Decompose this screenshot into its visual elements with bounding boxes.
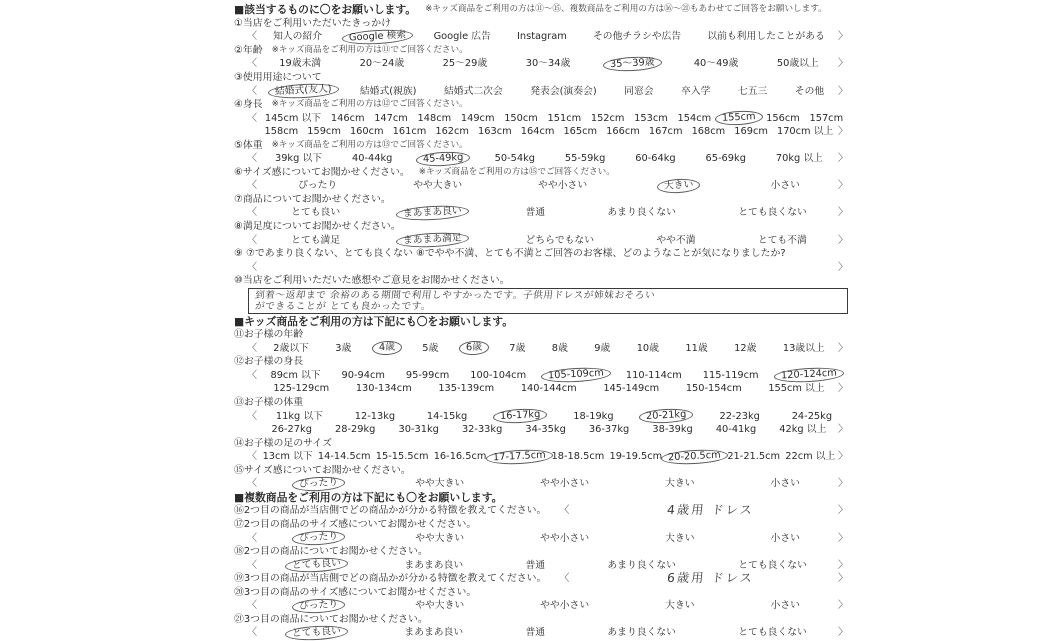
option-items	[260, 478, 838, 489]
option-items	[260, 600, 838, 611]
option: 164cm	[520, 126, 555, 138]
option: 151cm	[547, 112, 582, 124]
question-with-answer	[234, 504, 848, 518]
option: 9歳	[594, 342, 611, 354]
option: 154cm	[677, 112, 712, 124]
option: 知人の紹介	[273, 31, 323, 43]
option-row	[234, 382, 848, 396]
selected-option: 35〜39歳	[609, 56, 655, 71]
option: 結婚式(親族)	[359, 85, 417, 97]
section-title: ■該当するものに〇をお願いします。	[234, 3, 417, 17]
option: 60-64kg	[635, 153, 676, 165]
question-label	[234, 396, 848, 410]
option: 95-99cm	[405, 369, 450, 381]
close-bracket: 〉	[838, 342, 848, 354]
selected-option: まあまあ良い	[403, 205, 463, 220]
option: 161cm	[392, 126, 427, 138]
option: やや小さい	[540, 478, 590, 490]
question-text: ⑩当店をご利用いただいた感想やご意見をお聞かせください。	[234, 275, 510, 287]
option: 135-139cm	[438, 383, 495, 395]
option: 28-29kg	[335, 424, 376, 436]
option: 発表会(演奏会)	[530, 85, 597, 97]
option: 158cm	[264, 126, 299, 138]
option: 39kg 以下	[274, 153, 323, 165]
question-label	[234, 98, 848, 112]
open-bracket: 〈	[559, 505, 570, 517]
option: 160cm	[349, 126, 384, 138]
option: 159cm	[307, 126, 341, 138]
option: 5歳	[422, 342, 439, 354]
option: 146cm	[330, 112, 365, 124]
option: あまり良くない	[607, 559, 676, 571]
option-row	[234, 179, 848, 193]
option-row	[234, 233, 848, 247]
open-bracket: 〈	[247, 234, 257, 246]
open-bracket: 〈	[559, 573, 570, 585]
option: 50-54kg	[494, 153, 535, 165]
comment-box	[248, 288, 848, 314]
option: 165cm	[563, 126, 598, 138]
handwritten-comment-line: 到着〜返却まで 余裕のある期間で利用しやすかったです。子供用ドレスが姉妹おそろい	[254, 289, 656, 301]
open-bracket: 〈	[247, 207, 257, 219]
circle-annotation	[657, 178, 701, 194]
option-items	[260, 367, 848, 382]
option: 150cm	[504, 112, 538, 124]
close-bracket: 〉	[838, 383, 848, 395]
option-items	[260, 627, 838, 638]
option: 11kg 以下	[275, 410, 323, 422]
question-label	[234, 247, 848, 261]
option: 36-37kg	[588, 424, 630, 436]
option-row	[234, 450, 848, 464]
close-bracket: 〉	[838, 85, 848, 97]
option-row	[234, 342, 848, 356]
option: 89cm 以下	[270, 369, 321, 381]
option: 130-134cm	[355, 383, 412, 395]
option: とても良くない	[738, 559, 807, 571]
option: まあまあ良い	[404, 627, 464, 639]
selected-option: 105-109cm	[547, 367, 605, 382]
option: 13歳以上	[782, 342, 825, 354]
selected-option: まあまあ満足	[403, 232, 463, 247]
option: 147cm	[374, 112, 408, 124]
selected-option: 4歳	[378, 341, 396, 354]
option: 167cm	[648, 126, 683, 138]
option-items	[260, 343, 838, 354]
comment-box-row	[234, 287, 848, 314]
option-row	[234, 152, 848, 166]
question-label	[234, 44, 848, 58]
option-items	[260, 424, 838, 435]
option: 13cm 以下	[262, 451, 313, 463]
option: 18-19kg	[573, 410, 614, 422]
option: 3歳	[335, 342, 352, 354]
option: 8歳	[551, 342, 568, 354]
selected-option: 45-49kg	[423, 151, 464, 165]
option: 40-44kg	[351, 153, 393, 165]
section-title: ■キッズ商品をご利用の方は下記にも〇をお願いします。	[234, 314, 514, 328]
option: 小さい	[770, 600, 800, 612]
close-bracket: 〉	[838, 261, 848, 273]
question-text: ⑥サイズ感についてお聞かせください。	[234, 166, 410, 178]
option: Instagram	[517, 31, 567, 43]
option: 22cm 以上	[785, 451, 836, 463]
question-label	[234, 436, 848, 450]
question-note: ※キッズ商品をご利用の方は⑮でご回答ください。	[418, 166, 615, 177]
option: 11歳	[685, 342, 708, 354]
option: 162cm	[435, 126, 469, 138]
question-text: ⑭お子様の足のサイズ	[234, 437, 332, 449]
question-text: ⑧満足度についてお聞かせください。	[234, 221, 401, 233]
option: 同窓会	[624, 85, 654, 97]
option: 10歳	[636, 342, 659, 354]
option: その他	[794, 85, 825, 97]
option: その他チラシや広告	[592, 31, 682, 43]
option: 155cm 以上	[768, 383, 825, 395]
open-bracket: 〈	[247, 342, 257, 354]
option: 小さい	[770, 478, 800, 490]
selected-option: 結婚式(友人)	[274, 83, 332, 98]
question-text: ①当店をご利用いただいたきっかけ	[234, 17, 391, 29]
option-items	[260, 153, 838, 164]
option: 小さい	[770, 180, 800, 192]
option-items	[260, 83, 838, 98]
option: 30-31kg	[398, 424, 439, 436]
option: とても満足	[291, 234, 341, 246]
option-row	[234, 531, 848, 545]
option: 34-35kg	[525, 424, 566, 436]
section-header	[234, 491, 848, 505]
option: 20〜24歳	[359, 58, 405, 70]
option: やや小さい	[540, 600, 590, 612]
option: 以前も利用したことがある	[707, 31, 825, 43]
close-bracket: 〉	[838, 559, 848, 571]
close-bracket: 〉	[838, 505, 848, 517]
open-bracket: 〈	[247, 261, 257, 273]
question-label	[234, 166, 848, 180]
question-label	[234, 613, 848, 627]
selected-option: 120-124cm	[780, 367, 837, 382]
option: 65-69kg	[705, 153, 746, 165]
option: 普通	[525, 627, 546, 639]
option: 70kg 以上	[775, 153, 823, 165]
question-label	[234, 193, 848, 207]
option-items	[260, 113, 848, 124]
question-label	[234, 464, 848, 478]
question-text: ⑪お子様の年齢	[234, 329, 304, 341]
option-items	[260, 31, 838, 42]
handwritten-answer: 4歳用 ドレス	[666, 503, 756, 518]
option: 42kg 以上	[779, 424, 827, 436]
option-row	[234, 84, 848, 98]
option-items	[260, 207, 838, 218]
question-text: ⑦商品についてお聞かせください。	[234, 193, 391, 205]
option: 30〜34歳	[525, 58, 571, 70]
question-note: ※キッズ商品をご利用の方は⑫でご回答ください。	[271, 99, 468, 110]
option: 21-21.5cm	[727, 451, 781, 463]
option: 18-18.5cm	[551, 451, 605, 463]
option: 結婚式二次会	[443, 85, 503, 97]
option: ぴったり	[298, 180, 338, 192]
open-bracket: 〈	[247, 410, 257, 422]
option: 卒入学	[681, 85, 711, 97]
option: 7歳	[509, 342, 526, 354]
circle-annotation	[285, 624, 349, 641]
option: 50歳以上	[776, 58, 819, 70]
option: 大きい	[665, 478, 695, 490]
circle-annotation	[371, 341, 402, 357]
option: 38-39kg	[652, 424, 693, 436]
open-bracket: 〈	[247, 478, 257, 490]
section-note: ※キッズ商品をご利用の方は⑪〜⑮、複数商品をご利用の方は⑯〜㉑もあわせてご回答をお願いします。	[425, 4, 827, 15]
question-with-answer	[234, 572, 848, 586]
circle-annotation	[458, 341, 489, 357]
option: 16-16.5cm	[433, 451, 487, 463]
option-items	[260, 180, 838, 191]
option: 150-154cm	[685, 383, 742, 395]
selected-option: 20-20.5cm	[668, 449, 722, 464]
option: 100-104cm	[470, 369, 527, 381]
question-text: ⑯2つ目の商品が当店側でどの商品かが分かる特徴を教えてください。	[234, 505, 547, 517]
question-label	[234, 71, 848, 85]
option-items	[260, 383, 838, 394]
option: やや大きい	[413, 180, 463, 192]
option-row	[234, 599, 848, 613]
option-items	[260, 557, 838, 572]
option: とても良くない	[738, 627, 807, 639]
option-row	[234, 409, 848, 423]
option: 普通	[525, 559, 546, 571]
option: どちらでもない	[525, 234, 595, 246]
question-text: ⑨ ⑦であまり良くない、とても良くない ⑧でやや不満、とても不満とご回答のお客様、どのようなことが気になりましたか?	[234, 248, 786, 260]
option: 19-19.5cm	[609, 451, 663, 463]
option-items	[260, 530, 838, 545]
question-label	[234, 220, 848, 234]
question-label	[234, 545, 848, 559]
option-items	[260, 126, 838, 137]
option: やや小さい	[540, 532, 590, 544]
question-label	[234, 355, 848, 369]
option: やや不満	[656, 234, 696, 246]
option: 110-114cm	[625, 369, 682, 381]
question-label	[234, 17, 848, 31]
close-bracket: 〉	[838, 627, 848, 639]
close-bracket: 〉	[838, 532, 848, 544]
selected-option: 20-21kg	[646, 409, 687, 423]
section-header	[234, 314, 848, 328]
option: 152cm	[590, 112, 625, 124]
close-bracket: 〉	[838, 126, 848, 138]
option: 12歳	[734, 342, 757, 354]
selected-option: 155cm	[721, 111, 756, 125]
option-row	[234, 626, 848, 640]
open-bracket: 〈	[247, 451, 257, 463]
option: 157cm	[809, 112, 844, 124]
option: 166cm	[606, 126, 640, 138]
question-text: ②年齢	[234, 44, 263, 56]
open-bracket: 〈	[247, 31, 257, 43]
option-row	[234, 558, 848, 572]
option: 15-15.5cm	[375, 451, 429, 463]
option: 40-41kg	[715, 424, 757, 436]
question-text: ⑱2つ目の商品についてお聞かせください。	[234, 546, 428, 558]
question-text: ⑬お子様の体重	[234, 397, 304, 409]
question-note: ※キッズ商品をご利用の方は⑬でご回答ください。	[271, 139, 468, 150]
option: 145-149cm	[603, 383, 660, 395]
option: 148cm	[417, 112, 452, 124]
option: 55-59kg	[564, 153, 606, 165]
option-row	[234, 125, 848, 139]
option: 12-13kg	[354, 410, 396, 422]
option-items	[260, 58, 838, 69]
option-row	[234, 423, 848, 437]
option-items	[260, 411, 848, 422]
selected-option: Google 検索	[348, 29, 407, 44]
question-text: ③使用用途について	[234, 72, 322, 83]
close-bracket: 〉	[838, 573, 848, 585]
section-header	[234, 3, 848, 17]
option-items	[260, 232, 838, 247]
option: まあまあ良い	[404, 559, 464, 571]
question-text: ④身長	[234, 99, 263, 111]
option: やや大きい	[415, 532, 465, 544]
selected-option: 6歳	[465, 341, 483, 354]
option: 普通	[525, 207, 546, 219]
option: 149cm	[460, 112, 495, 124]
survey-form	[234, 3, 848, 640]
option: 125-129cm	[273, 383, 330, 395]
option: 七五三	[737, 85, 768, 97]
option-row	[234, 369, 848, 383]
section-title: ■複数商品をご利用の方は下記にも〇をお願いします。	[234, 490, 503, 504]
option: 169cm	[734, 126, 768, 138]
close-bracket: 〉	[838, 180, 848, 192]
selected-option: 16-17kg	[499, 409, 541, 423]
close-bracket: 〉	[838, 153, 848, 165]
option: 22-23kg	[719, 410, 760, 422]
option: 大きい	[665, 600, 695, 612]
option: やや大きい	[415, 478, 465, 490]
option-row	[234, 30, 848, 44]
open-bracket: 〈	[247, 180, 257, 192]
open-bracket: 〈	[247, 112, 257, 124]
open-bracket: 〈	[247, 600, 257, 612]
open-bracket: 〈	[247, 369, 257, 381]
close-bracket: 〉	[838, 478, 848, 490]
open-bracket: 〈	[247, 153, 257, 165]
option: あまり良くない	[607, 627, 676, 639]
option: 32-33kg	[461, 424, 503, 436]
selected-option: とても良い	[291, 557, 342, 572]
option: やや大きい	[415, 600, 465, 612]
option: 2歳以下	[273, 342, 309, 354]
question-text: ⑰2つ目の商品のサイズ感についてお聞かせください。	[234, 518, 477, 530]
option: とても不満	[757, 234, 807, 246]
option: あまり良くない	[607, 207, 676, 219]
option-row	[234, 57, 848, 71]
question-label	[234, 138, 848, 152]
question-text: ⑤体重	[234, 139, 263, 151]
option: 26-27kg	[271, 424, 312, 436]
question-text: ⑮サイズ感についてお聞かせください。	[234, 464, 411, 476]
handwritten-answer: 6歳用 ドレス	[666, 571, 756, 586]
question-text: ⑫お子様の身長	[234, 356, 304, 368]
question-text: ㉑3つ目の商品についてお聞かせください。	[234, 613, 428, 625]
close-bracket: 〉	[838, 58, 848, 70]
option: 156cm	[766, 112, 800, 124]
option: やや小さい	[538, 180, 588, 192]
option: 145cm 以下	[264, 112, 322, 124]
selected-option: ぴったり	[298, 598, 339, 612]
option-row	[234, 206, 848, 220]
option: とても良い	[291, 207, 341, 219]
open-bracket: 〈	[247, 532, 257, 544]
option-row	[234, 260, 848, 274]
selected-option: 大きい	[663, 179, 694, 192]
option: 大きい	[665, 532, 695, 544]
option: 小さい	[770, 532, 800, 544]
circle-annotation	[714, 110, 762, 126]
option: Google 広告	[433, 31, 491, 43]
option: 40〜49歳	[693, 58, 739, 70]
close-bracket: 〉	[838, 600, 848, 612]
open-bracket: 〈	[247, 58, 257, 70]
question-text: ⑳3つ目の商品のサイズ感についてお聞かせください。	[234, 586, 477, 598]
option: 168cm	[691, 126, 726, 138]
open-bracket: 〈	[247, 627, 257, 639]
close-bracket: 〉	[838, 451, 848, 463]
option: 25〜29歳	[442, 58, 488, 70]
option: 24-25kg	[791, 410, 833, 422]
close-bracket: 〉	[838, 31, 848, 43]
option: 19歳未満	[279, 58, 322, 70]
option: 163cm	[478, 126, 512, 138]
question-note: ※キッズ商品をご利用の方は⑪でご回答ください。	[271, 44, 468, 55]
option: 90-94cm	[341, 369, 385, 381]
option: 153cm	[634, 112, 668, 124]
selected-option: ぴったり	[298, 530, 339, 545]
option: 14-15kg	[426, 410, 468, 422]
option-row	[234, 111, 848, 125]
option: 14-14.5cm	[317, 451, 371, 463]
handwritten-comment-line: ができることが とても良かったです。	[254, 300, 432, 312]
question-label	[234, 274, 848, 288]
close-bracket: 〉	[838, 234, 848, 246]
option: 115-119cm	[702, 369, 759, 381]
close-bracket: 〉	[838, 424, 848, 436]
option: とても良くない	[738, 207, 807, 219]
selected-option: とても良い	[291, 625, 342, 640]
question-label	[234, 328, 848, 342]
question-text: ⑲3つ目の商品が当店側でどの商品かが分かる特徴を教えてください。	[234, 573, 547, 585]
selected-option: ぴったり	[298, 476, 339, 490]
option-items	[260, 451, 838, 462]
question-label	[234, 585, 848, 599]
close-bracket: 〉	[838, 207, 848, 219]
option-row	[234, 477, 848, 491]
open-bracket: 〈	[247, 85, 257, 97]
selected-option: 17-17.5cm	[492, 449, 546, 464]
option: 140-144cm	[520, 383, 577, 395]
question-label	[234, 518, 848, 532]
option: 170cm 以上	[776, 126, 834, 138]
open-bracket: 〈	[247, 559, 257, 571]
